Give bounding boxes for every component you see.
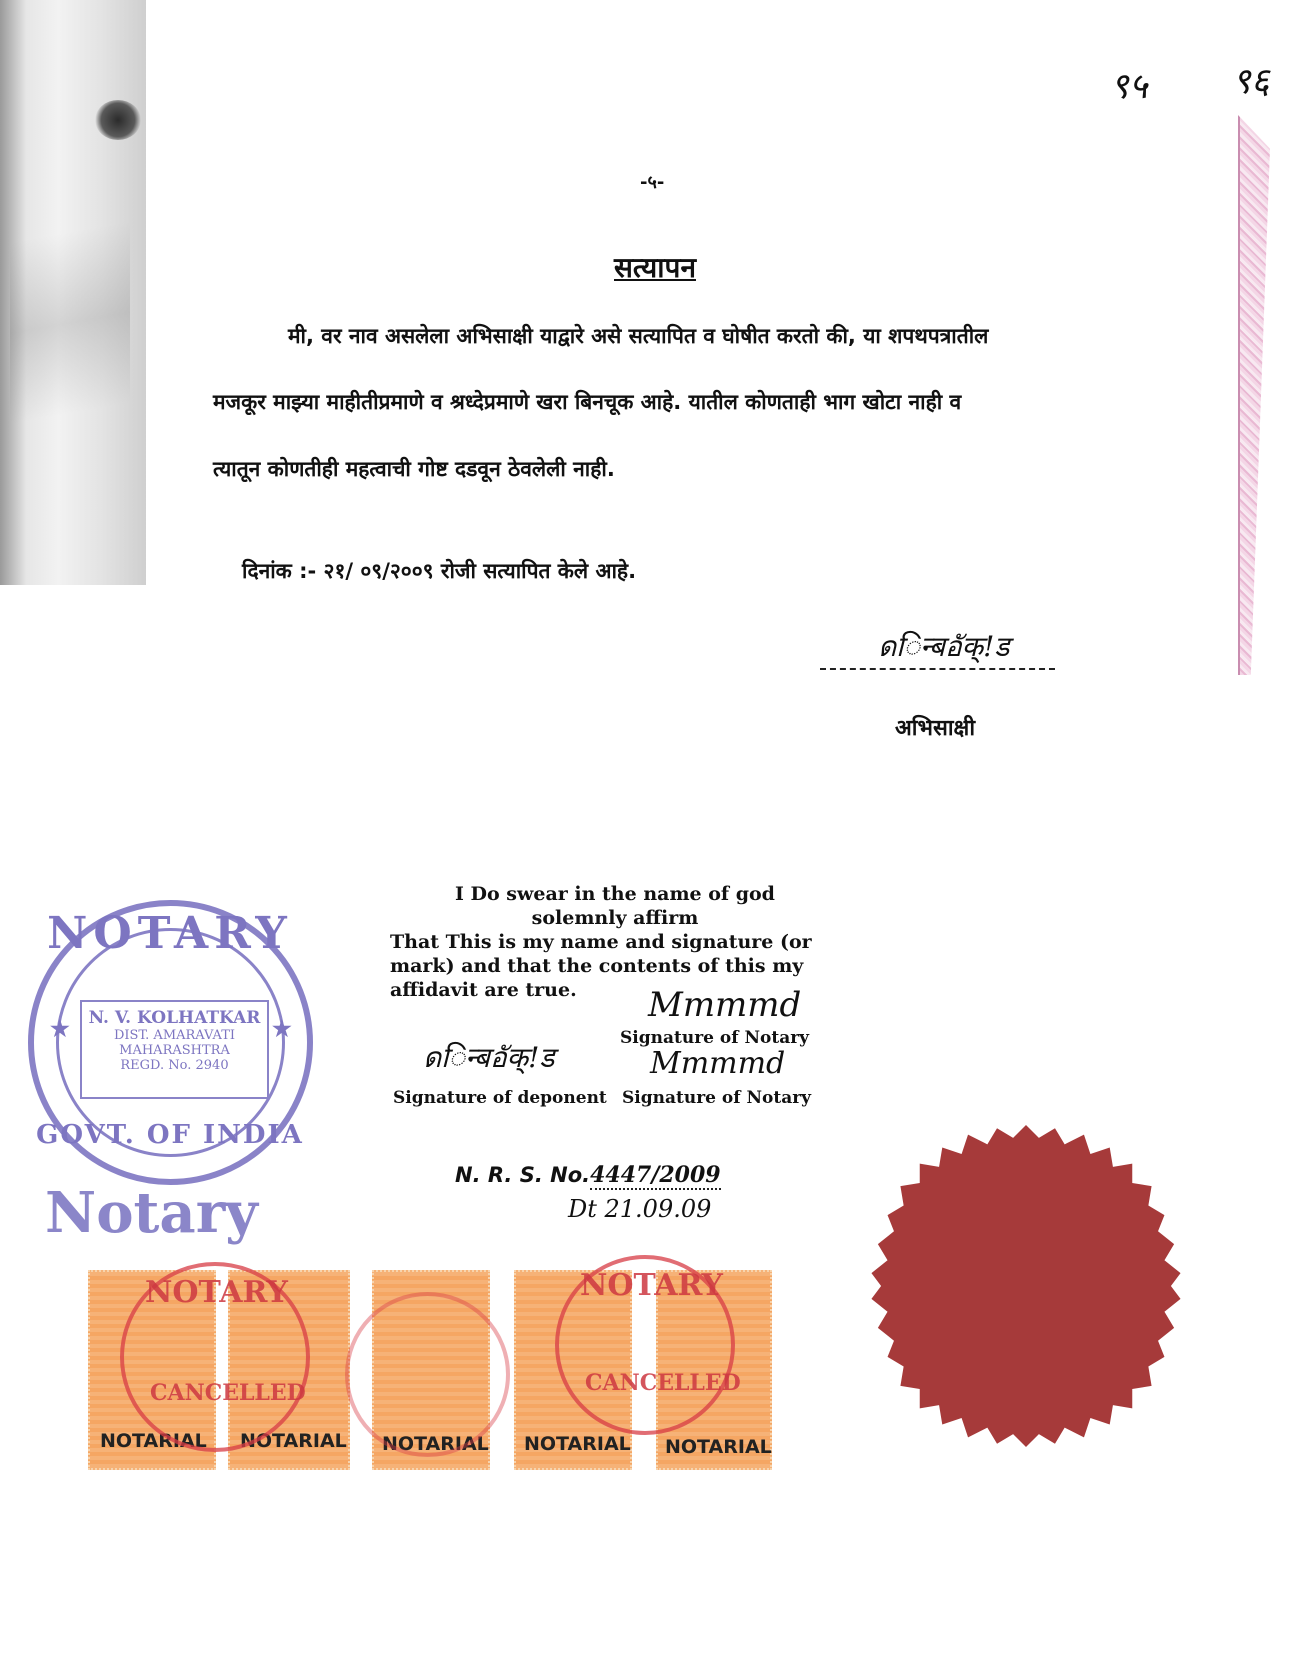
oath-line: mark) and that the contents of this my — [390, 955, 804, 977]
verification-date: दिनांक :- २१/ ०९/२००९ रोजी सत्यापित केले आहे. — [242, 559, 637, 583]
page-number: -५- — [640, 172, 665, 193]
oath-line: affidavit are true. — [390, 979, 577, 1001]
verification-title: सत्यापन — [614, 251, 696, 284]
notary-signature: Mmmmd — [650, 1046, 786, 1081]
signature-of-notary-label: Signature of Notary — [620, 1028, 810, 1048]
star-icon: ★ — [272, 1016, 292, 1042]
star-icon: ★ — [50, 1016, 70, 1042]
oath-line: That This is my name and signature (or — [390, 931, 812, 953]
verification-line: मजकूर माझ्या माहीतीप्रमाणे व श्रध्देप्रमाणे खरा बिनचूक आहे. यातील कोणताही भाग खोटा नाही व — [213, 390, 962, 414]
red-wax-seal — [865, 1125, 1187, 1447]
cancel-stamp-text: NOTARY — [580, 1268, 723, 1303]
deponent-signature: ดिन्बอัक्!ड — [878, 630, 1010, 663]
signature-line — [820, 668, 1055, 670]
verification-line: मी, वर नाव असलेला अभिसाक्षी याद्वारे असे सत्यापित व घोषीत करतो की, या शपथपत्रातील — [288, 324, 989, 348]
handwritten-page-number: ९६ — [1232, 61, 1270, 102]
handwritten-page-number: ९५ — [1110, 66, 1148, 107]
notary-oath — [390, 882, 840, 1002]
cancel-stamp-text: CANCELLED — [150, 1380, 306, 1406]
cancelled-stamp-ring — [345, 1292, 510, 1457]
stamp-bottom-arc: GOVT. OF INDIA — [36, 1120, 304, 1150]
revenue-stamp-label: NOTARIAL — [524, 1433, 631, 1455]
notary-city: DIST. AMARAVATI — [113, 1028, 236, 1043]
oath-line: I Do swear in the name of god — [455, 883, 775, 905]
signature-of-notary-label: Signature of Notary — [622, 1088, 812, 1108]
nrs-handwritten-date: Dt 21.09.09 — [568, 1195, 712, 1223]
revenue-stamp-label: NOTARIAL — [240, 1430, 347, 1452]
binder-hole-icon — [95, 100, 141, 140]
deponent-signature: ดिन्बอัक्!ड — [423, 1041, 555, 1074]
notary-state: MAHARASHTRA — [119, 1043, 230, 1058]
stamp-name-box — [80, 1000, 269, 1099]
revenue-stamp-label: NOTARIAL — [100, 1430, 207, 1452]
nrs-number — [455, 1162, 721, 1188]
notary-word-stamp: Notary — [45, 1180, 258, 1246]
cancel-stamp-text: NOTARY — [145, 1275, 288, 1310]
deponent-label: अभिसाक्षी — [895, 716, 976, 741]
scanned-page-fold — [10, 0, 130, 585]
notary-regd: REGD. No. 2940 — [120, 1058, 229, 1073]
nrs-label: N. R. S. No. — [455, 1163, 591, 1187]
cancel-stamp-text: CANCELLED — [585, 1370, 741, 1396]
stamp-paper-strip — [1238, 115, 1270, 675]
stamp-top-arc: NOTARY — [47, 908, 293, 959]
notary-name: N. V. KOLHATKAR — [88, 1008, 261, 1028]
nrs-handwritten-number: 4447/2009 — [590, 1162, 721, 1188]
verification-line: त्यातून कोणतीही महत्वाची गोष्ट दडवून ठेवलेली नाही. — [213, 457, 615, 481]
oath-line: solemnly affirm — [531, 907, 699, 929]
revenue-stamp-label: NOTARIAL — [665, 1436, 772, 1458]
notary-signature: Mmmmd — [648, 985, 802, 1025]
revenue-stamp-label: NOTARIAL — [382, 1433, 489, 1455]
signature-of-deponent-label: Signature of deponent — [393, 1088, 607, 1108]
